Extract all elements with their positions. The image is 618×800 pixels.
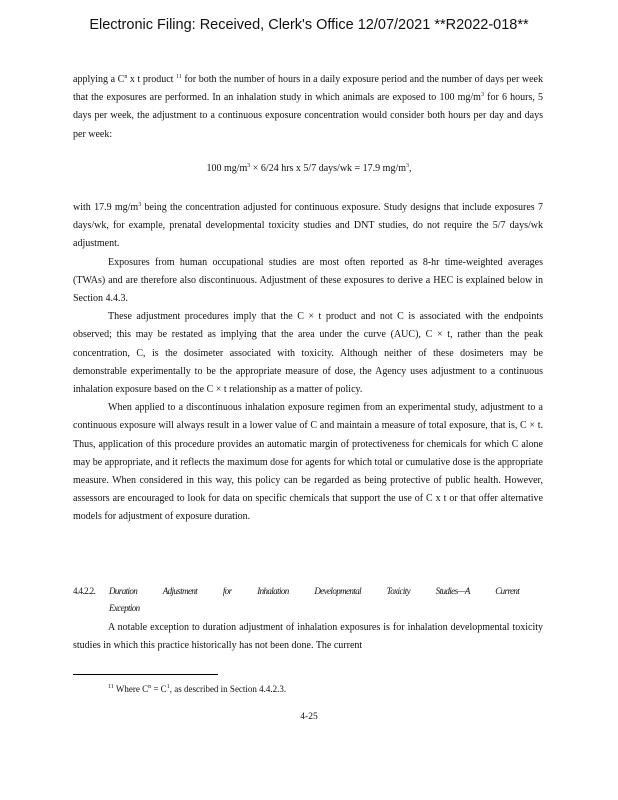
paragraph-6-container [73, 619, 543, 655]
filing-header: Electronic Filing: Received, Clerk's Office 12/07/2021 **R2022-018** [89, 17, 529, 33]
paragraph-4: These adjustment procedures imply that the C × t product and not C is associated with the endpoints observed; this may be restated as implying that the area under the curve (AUC), C × t, rather than the peak concentration, C, is the dosimeter associated with toxicity. Although neither of these dosimeters may be demonstrable experimentally to be the appropriate measure of dose, the Agency uses adjustment to a continuous inhalation exposure based on the C × t relationship as a matter of policy. [73, 311, 543, 396]
paragraph-5: When applied to a discontinuous inhalation exposure regimen from an experimental study, adjustment to a continuous exposure will always result in a lower value of C and maintain a measure of total exposure, that is, C × t. Thus, application of this procedure provides an automatic margin of protectiveness for chemicals for which C alone may be appropriate, and it reflects the maximum dose for agents for which total or cumulative dose is the appropriate measure. When considered in this way, this policy can be regarded as being protective of public health. However, assessors are encouraged to look for data on specific chemicals that support the use of C x t or that offer alternative models for adjustment of exposure duration. [73, 402, 543, 523]
paragraph-6: A notable exception to duration adjustment of inhalation exposures is for inhalation developmental toxicity studies in which this practice historically has not been done. The current [73, 622, 543, 652]
page-number: 4-25 [300, 712, 318, 722]
section-number: 4.4.2.2. [73, 586, 96, 596]
footnote-divider [73, 674, 218, 675]
footnote-marker: 11 [108, 684, 114, 690]
concentration-equation: 100 $mg/m^3 \times 6/24$ hrs x 5/7 days/wk = 17.9 $mg/m^3$, [206, 163, 412, 174]
paragraph-2: with 17.9 $mg/m^3$ being the concentration adjusted for continuous exposure. Study designs that include exposures 7 days/wk, for example, prenatal developmental toxicity studies and DNT studies, do not require the 5/7 days/wk adjustment. [73, 202, 543, 250]
section-title-line2: Exception [109, 603, 140, 613]
footnote: $^{11}$ Where $C^n = C^1$, as described in Section 4.4.2.3. [108, 684, 287, 694]
section-title-line1: Duration Adjustment for Inhalation Developmental Toxicity Studies—A Current [109, 586, 520, 596]
main-body [73, 199, 543, 527]
paragraph-1: applying a $C^n$ x t product $^{11}$ for both the number of hours in a daily exposure period and the number of days per week that the exposures are performed. In an inhalation study in which animals are exposed to 100 $mg/m^3$ for 6 hours, 5 days per week, the adjustment to a continuous exposure concentration would consider both hours per day and days per week: [73, 74, 543, 140]
paragraph-3: Exposures from human occupational studies are most often reported as 8-hr time-weighted averages (TWAs) and are therefore also discontinuous. Adjustment of these exposures to derive a HEC is explained below in Section 4.4.3. [73, 256, 543, 305]
footnote-ref: 11 [176, 74, 182, 80]
